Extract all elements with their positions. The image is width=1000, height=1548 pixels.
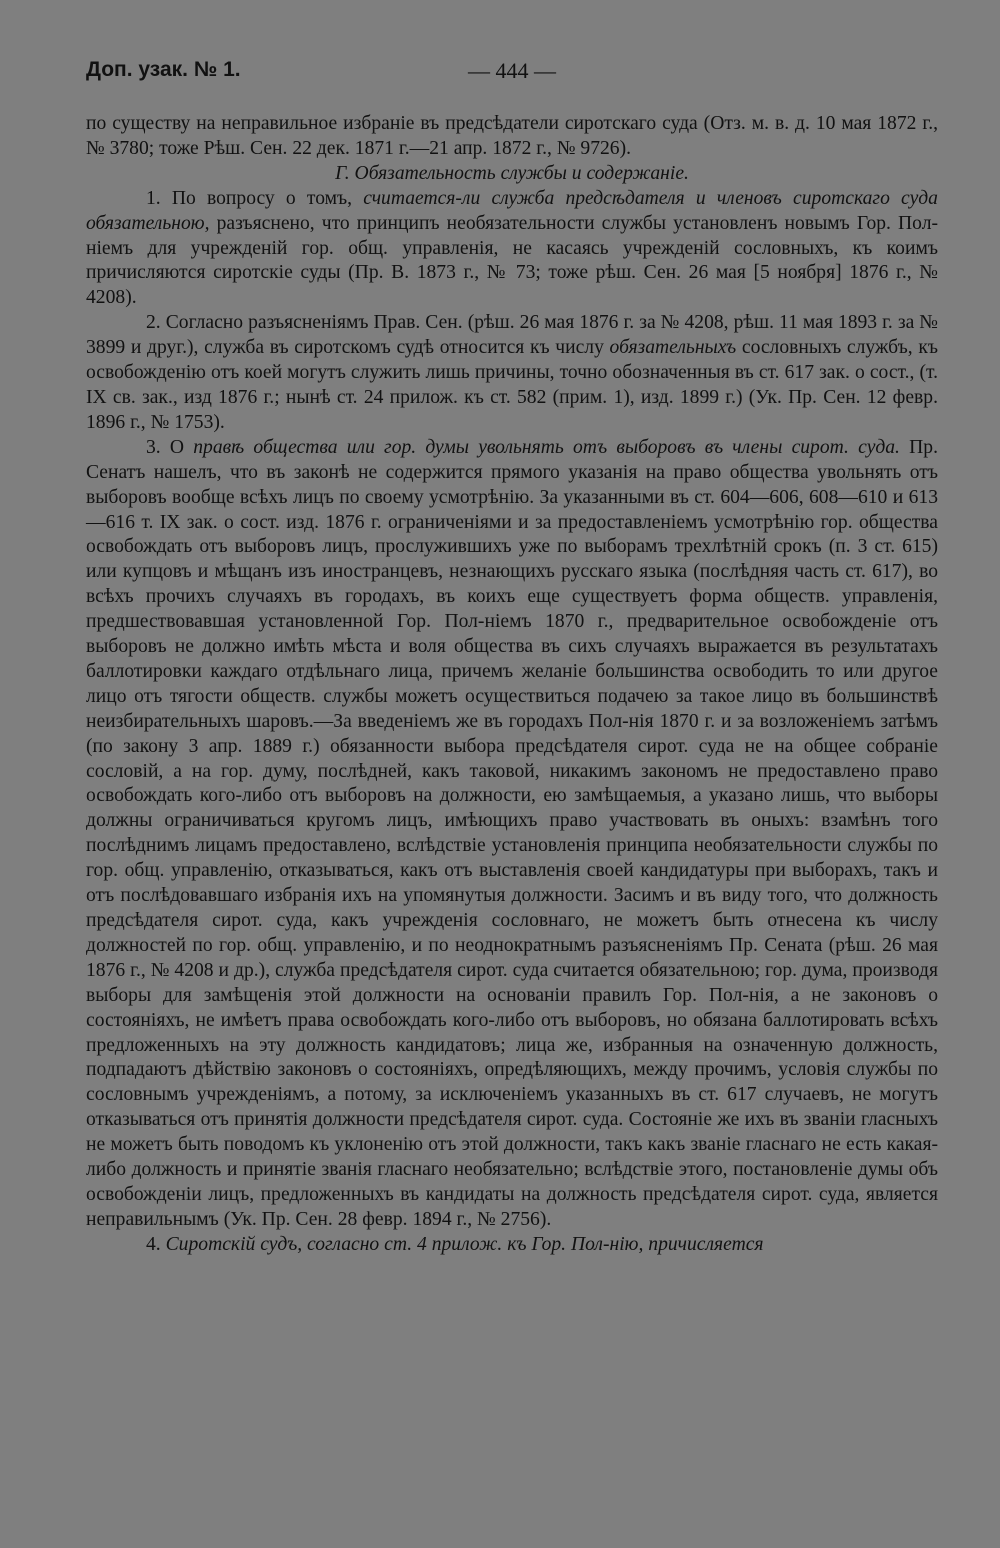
page-header bbox=[86, 58, 938, 90]
paragraph-2 bbox=[86, 311, 938, 436]
paragraph-4-start: 4. bbox=[146, 1233, 161, 1255]
paragraph-2-emphasis: обязательныхъ bbox=[609, 337, 737, 359]
paragraph-1-rest: разъяснено, что принципъ необязательности службы установленъ новымъ Гор. Пол-ніемъ для учрежденій гор. общ. управленія, не касаясь учрежденій сословныхъ, къ коимъ причисляются сиротскіе суды (Пр. В. 1873 г., № 73; тоже рѣш. Сен. 26 мая [5 ноября] 1876 г., № 4208). bbox=[86, 212, 938, 309]
running-header: Доп. узак. № 1. bbox=[86, 58, 241, 81]
paragraph-4 bbox=[86, 1233, 938, 1258]
paragraph-continuation: по существу на неправильное избраніе въ предсѣдатели сиротскаго суда (Отз. м. в. д. 10 мая 1872 г., № 3780; тоже Рѣш. Сен. 22 дек. 1871 г.—21 апр. 1872 г., № 9726). bbox=[86, 113, 938, 159]
paragraph-4-emphasis: Сиротскій судъ, согласно ст. 4 прилож. къ Гор. Пол-нію, причисляется bbox=[165, 1233, 764, 1255]
paragraph-2-start: 2. Согласно разъясненіямъ Прав. Сен. (рѣш. 26 мая 1876 г. за № 4208, рѣш. 11 мая 1893 г. за № 3899 и друг.), служба въ сиротскомъ судѣ относится къ числу bbox=[86, 312, 938, 359]
paragraph-1-start: 1. По вопросу о томъ, bbox=[146, 187, 353, 209]
section-title: Г. Обязательность службы и содержаніе. bbox=[335, 162, 689, 184]
paragraph-2-rest: сословныхъ службъ, къ освобожденію отъ коей могутъ служить лишь причины, точно обозначенныя въ ст. 617 зак. о сост., (т. IX св. зак., изд 1876 г.; нынѣ ст. 24 прилож. къ ст. 582 (прим. 1), изд. 1899 г.) (Ук. Пр. Сен. 12 февр. 1896 г., № 1753). bbox=[86, 337, 938, 433]
paragraph-1 bbox=[86, 187, 938, 312]
page-number: — 444 — bbox=[468, 58, 556, 83]
paragraph-3-start: 3. О bbox=[146, 436, 185, 458]
paragraph-3-emphasis: правѣ общества или гор. думы увольнять отъ выборовъ въ члены сирот. суда. bbox=[193, 436, 900, 458]
paragraph-1-emphasis: считается-ли служба предсѣдателя и членовъ сиротскаго суда обязательною, bbox=[86, 187, 938, 234]
paragraph-3-rest: Пр. Сенатъ нашелъ, что въ законѣ не содержится прямого указанія на право общества увольнять отъ выборовъ вообще всѣхъ лицъ по своему усмотрѣнію. За указанными въ ст. 604—606, 608—610 и 613—616 т. IX зак. о сост. изд. 1876 г. ограниченіями и за предоставленіемъ усмотрѣнію гор. общества освобождать отъ выборовъ лицъ, прослужившихъ уже по выборамъ трехлѣтній срокъ (п. 3 ст. 615) или купцовъ и мѣщанъ изъ иностранцевъ, незнающихъ русскаго языка (послѣдняя часть ст. 617), во всѣхъ прочихъ случаяхъ въ городахъ, въ коихъ еще существуетъ форма обществ. управленія, предшествовавшая установленной Гор. Пол-ніемъ 1870 г., предварительное освобожденіе отъ выборовъ не должно имѣть мѣста и воля общества въ сихъ случаяхъ выражается въ результатахъ баллотировки каждаго отдѣльнаго лица, причемъ желаніе большинства освободить то или другое лицо отъ тягости обществ. службы можетъ осуществиться подачею за такое лицо въ большинствѣ неизбирательныхъ шаровъ.—За введеніемъ же въ городахъ Пол-нія 1870 г. и за возложеніемъ затѣмъ (по закону 3 апр. 1889 г.) обязанности выбора предсѣдателя сирот. суда не на общее собраніе сословій, а на гор. думу, послѣдней, какъ таковой, никакимъ закономъ не предоставлено право освобождать кого-либо отъ выборовъ на должности, ею замѣщаемыя, а указано лишь, что выборы должны ограничиваться кругомъ лицъ, имѣющихъ право участвовать въ оныхъ: взамѣнъ того послѣднимъ лицамъ предоставлено, вслѣдствіе установленія принципа необязательности службы по гор. общ. управленію, отказываться, какъ отъ выставленія своей кандидатуры при выборахъ, такъ и отъ послѣдовавшаго избранія ихъ на упомянутыя должности. Засимъ и въ виду того, что должность предсѣдателя сирот. суда, какъ учрежденія сословнаго, не можетъ быть отнесена къ числу должностей по гор. общ. управленію, и по неоднократнымъ разъясненіямъ Пр. Сената (рѣш. 26 мая 1876 г., № 4208 и др.), служба предсѣдателя сирот. суда считается обязательною; гор. дума, производя выборы для замѣщенія этой должности на основаніи правилъ Гор. Пол-нія, а не законовъ о состояніяхъ, не имѣетъ права освобождать кого-либо отъ выборовъ, но обязана баллотировать всѣхъ предложенныхъ на эту должность кандидатовъ; лица же, избранныя на означенную должность, подпадаютъ дѣйствію законовъ о состояніяхъ, опредѣляющихъ, между прочимъ, условія службы по сословнымъ учрежденіямъ, а потому, за исключеніемъ указанныхъ въ ст. 617 случаевъ, не могутъ отказываться отъ принятія должности предсѣдателя сирот. суда. Состояніе же ихъ въ званіи гласныхъ не можетъ быть поводомъ къ уклоненію отъ этой должности, такъ какъ званіе гласнаго не есть какая-либо должность и принятіе званія гласнаго необязательно; вслѣдствіе этого, постановленіе думы объ освобожденіи лицъ, предложенныхъ въ кандидаты на должность предсѣдателя сирот. суда, является неправильнымъ (Ук. Пр. Сен. 28 февр. 1894 г., № 2756). bbox=[86, 436, 939, 1230]
body-text bbox=[86, 112, 938, 1258]
paragraph-3 bbox=[86, 436, 938, 1233]
